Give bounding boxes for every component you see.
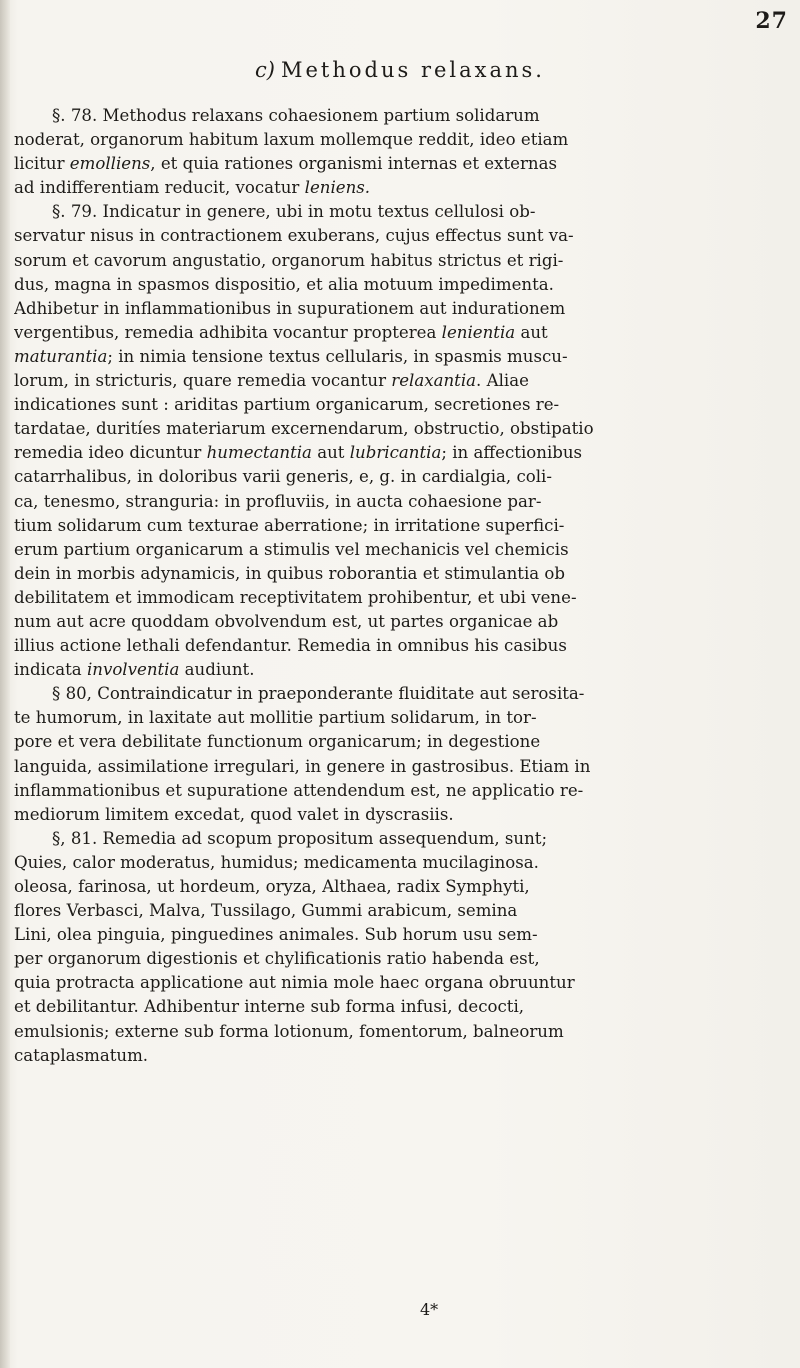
text-line: [14, 538, 792, 562]
italic-term: maturantia: [14, 346, 108, 366]
text-line: [14, 779, 792, 803]
text-run: Lini, olea pinguia, pinguedines animales. Sub horum usu sem-: [14, 925, 538, 945]
text-run: Adhibetur in inflammationibus in supurationem aut indurationem: [14, 298, 566, 318]
text-line: [14, 755, 792, 779]
text-run: illius actione lethali defendantur. Remedia in omnibus his casibus: [14, 636, 567, 656]
text-line: [14, 490, 792, 514]
text-run: §, 81. Remedia ad scopum propositum assequendum, sunt;: [52, 828, 548, 848]
italic-term: lubricantia: [349, 443, 442, 463]
text-line: [14, 176, 792, 200]
text-line: [14, 369, 792, 393]
text-line: [14, 971, 792, 995]
text-run: oleosa, farinosa, ut hordeum, oryza, Althaea, radix Symphyti,: [14, 877, 530, 896]
text-line: [14, 803, 792, 827]
page-number: 27: [755, 8, 788, 34]
text-line: [14, 128, 792, 152]
text-run: inflammationibus et supuratione attendendum est, ne applicatio re-: [14, 780, 584, 800]
italic-term: emolliens: [69, 154, 151, 174]
italic-term: relaxantia: [391, 371, 477, 391]
text-line: [14, 321, 792, 345]
text-line: [14, 1020, 792, 1044]
text-line: [14, 514, 792, 538]
text-run: sorum et cavorum angustatio, organorum habitus strictus et rigi-: [14, 250, 564, 270]
text-run: lorum, in stricturis, quare remedia vocantur: [14, 371, 392, 391]
text-line: [14, 995, 792, 1019]
text-line: [14, 730, 792, 754]
text-run: catarrhalibus, in doloribus varii generis, e, g. in cardialgia, coli-: [14, 467, 552, 487]
text-line: [14, 1044, 792, 1068]
text-run: indicata: [14, 660, 87, 680]
text-line: [14, 610, 792, 634]
text-run: §. 78. Methodus relaxans cohaesionem partium solidarum: [52, 106, 540, 125]
text-run: tium solidarum cum texturae aberratione; in irritatione superfici-: [14, 515, 565, 535]
text-line: [14, 441, 792, 465]
text-run: audiunt.: [179, 660, 255, 680]
text-run: ca, tenesmo, stranguria: in profluviis, in aucta cohaesione par-: [14, 491, 542, 511]
text-run: num aut acre quoddam obvolvendum est, ut partes organicae ab: [14, 611, 559, 631]
section-heading-title: Methodus relaxans.: [280, 58, 545, 82]
signature-mark: 4*: [420, 1300, 439, 1319]
text-line: [14, 851, 792, 875]
text-run: per organorum digestionis et chylificationis ratio habenda est,: [14, 949, 540, 969]
text-run: flores Verbasci, Malva, Tussilago, Gummi arabicum, semina: [14, 901, 518, 921]
text-line: [14, 682, 792, 706]
text-run: quia protracta applicatione aut nimia mole haec organa obruuntur: [14, 973, 575, 993]
text-line: [14, 875, 792, 899]
text-line: [14, 104, 792, 128]
text-line: [14, 827, 792, 851]
text-line: [14, 634, 792, 658]
text-run: , et quia rationes organismi internas et externas: [150, 154, 557, 174]
text-line: [14, 297, 792, 321]
text-run: languida, assimilatione irregulari, in genere in gastrosibus. Etiam in: [14, 756, 591, 776]
text-line: [14, 393, 792, 417]
section-heading: [0, 58, 800, 82]
text-run: indicationes sunt : ariditas partium organicarum, secretiones re-: [14, 395, 560, 415]
text-run: aut: [311, 443, 350, 463]
italic-term: involventia: [86, 660, 180, 680]
text-run: servatur nisus in contractionem exuberans, cujus effectus sunt va-: [14, 226, 574, 246]
text-run: pore et vera debilitate functionum organicarum; in degestione: [14, 732, 541, 752]
text-run: emulsionis; externe sub forma lotionum, fomentorum, balneorum: [14, 1021, 564, 1041]
text-run: dus, magna in spasmos dispositio, et alia motuum impedimenta.: [14, 274, 554, 294]
text-run: ; in affectionibus: [441, 443, 583, 463]
text-line: [14, 947, 792, 971]
text-line: [14, 417, 792, 441]
text-line: [14, 586, 792, 610]
text-run: remedia ideo dicuntur: [14, 443, 207, 463]
text-line: [14, 224, 792, 248]
text-run: . Aliae: [476, 371, 529, 391]
text-run: et debilitantur. Adhibentur interne sub forma infusi, decocti,: [14, 997, 525, 1017]
text-run: § 80, Contraindicatur in praeponderante fluiditate aut serosita-: [52, 684, 585, 704]
text-line: [14, 345, 792, 369]
text-line: [14, 899, 792, 923]
section-heading-number: c): [255, 58, 275, 82]
text-run: noderat, organorum habitum laxum mollemque reddit, ideo etiam: [14, 130, 569, 150]
text-line: [14, 923, 792, 947]
text-run: §. 79. Indicatur in genere, ubi in motu textus cellulosi ob-: [52, 202, 536, 222]
text-run: erum partium organicarum a stimulis vel mechanicis vel chemicis: [14, 539, 569, 559]
text-line: [14, 249, 792, 273]
text-line: [14, 152, 792, 176]
page-gutter-shadow: [0, 0, 10, 1368]
body-text: [14, 104, 792, 1068]
text-line: [14, 465, 792, 489]
text-run: dein in morbis adynamicis, in quibus roborantia et stimulantia ob: [14, 563, 566, 583]
text-run: licitur: [14, 154, 70, 174]
text-run: ; in nimia tensione textus cellularis, in spasmis muscu-: [107, 346, 568, 366]
text-run: vergentibus, remedia adhibita vocantur propterea: [14, 322, 442, 342]
text-line: [14, 200, 792, 224]
text-line: [14, 273, 792, 297]
text-line: [14, 562, 792, 586]
italic-term: lenientia: [441, 322, 516, 342]
text-line: [14, 706, 792, 730]
text-run: mediorum limitem excedat, quod valet in dyscrasiis.: [14, 804, 454, 824]
italic-term: humectantia: [206, 443, 312, 463]
text-run: cataplasmatum.: [14, 1045, 149, 1065]
text-run: debilitatem et immodicam receptivitatem prohibentur, et ubi vene-: [14, 587, 577, 607]
text-run: Quies, calor moderatus, humidus; medicamenta mucilaginosa.: [14, 852, 539, 872]
text-run: tardatae, duritíes materiarum excernendarum, obstructio, obstipatio: [14, 419, 594, 439]
text-run: ad indifferentiam reducit, vocatur: [14, 178, 305, 198]
text-line: [14, 658, 792, 682]
text-run: aut: [515, 322, 548, 342]
italic-term: leniens.: [304, 178, 371, 198]
text-run: te humorum, in laxitate aut mollitie partium solidarum, in tor-: [14, 708, 537, 728]
